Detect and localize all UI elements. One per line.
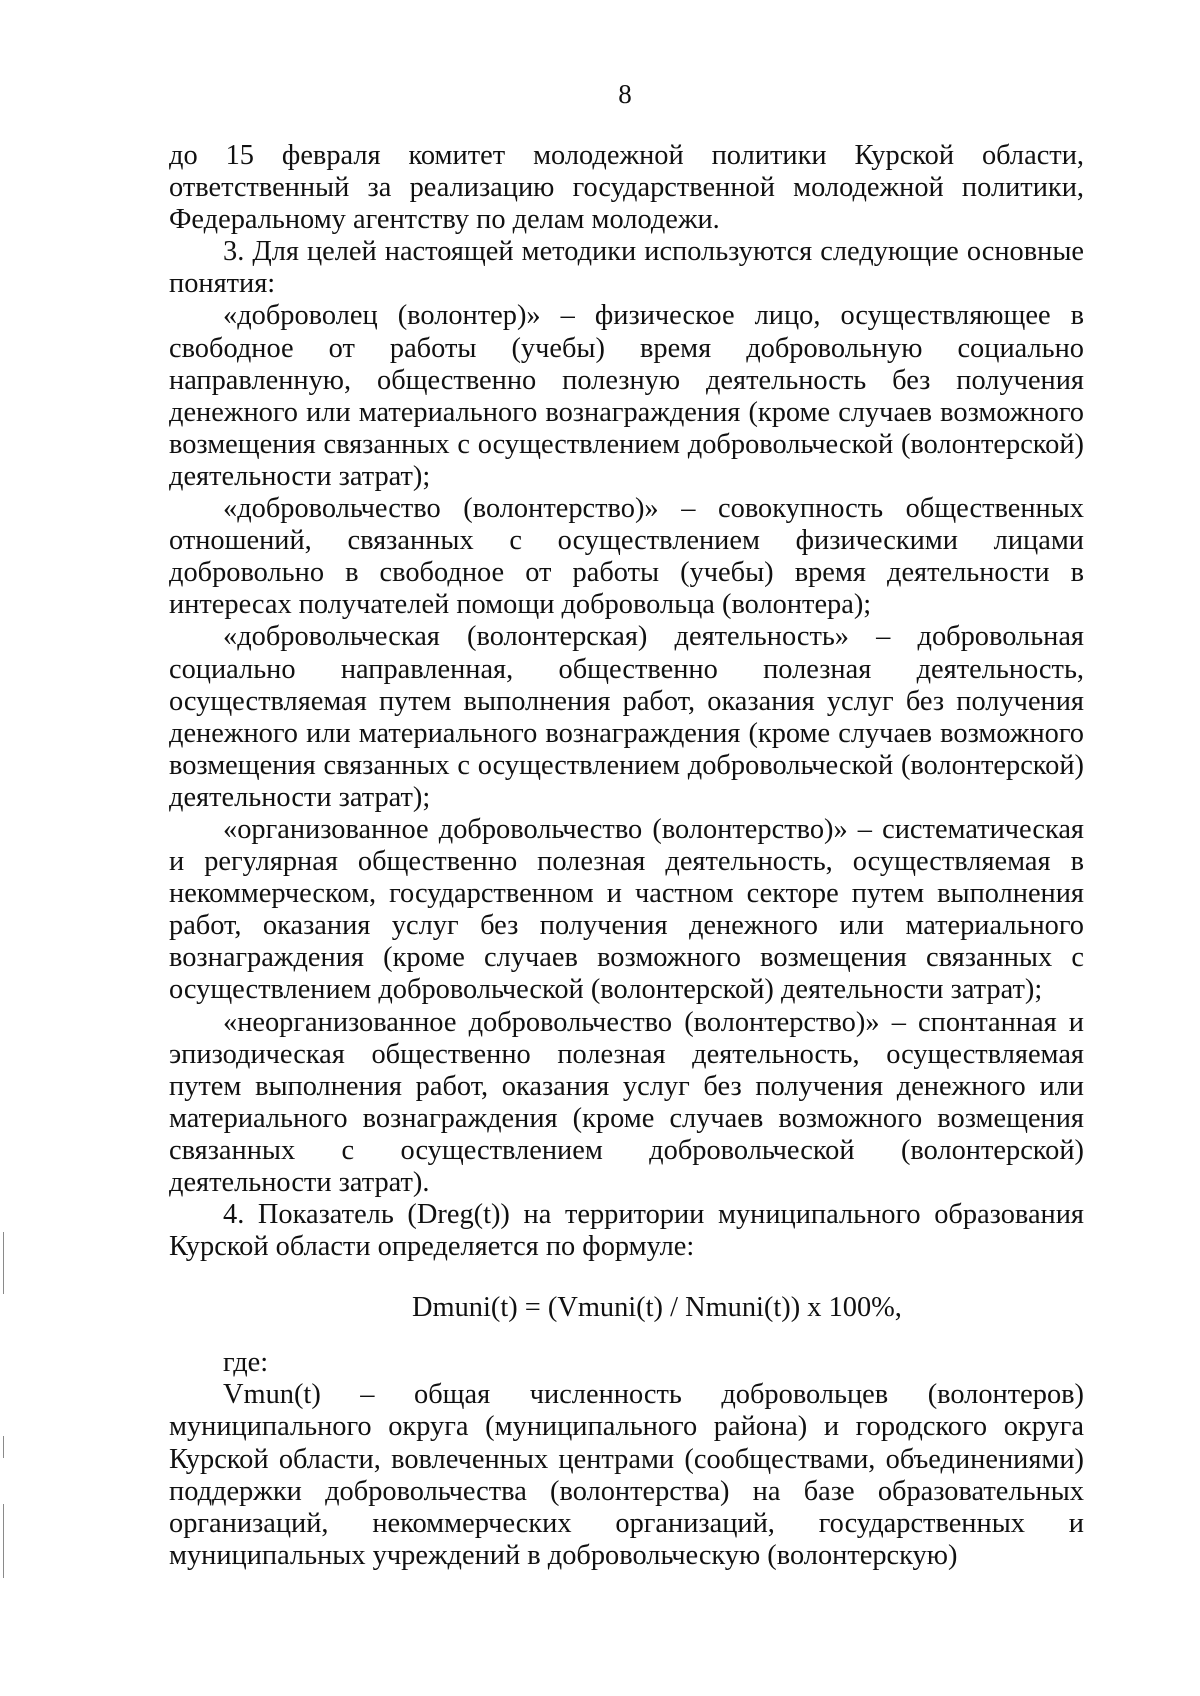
document-body (169, 140, 1084, 1572)
paragraph-item-3: 3. Для целей настоящей методики используются следующие основные понятия: (169, 236, 1084, 300)
definition-volunteering: «добровольчество (волонтерство)» – совокупность общественных отношений, связанных с осуществлением физическими лицами добровольно в свободное от работы (учебы) время деятельности в интересах получателей помощи добровольца (волонтера); (169, 493, 1084, 621)
definition-volunteer: «доброволец (волонтер)» – физическое лицо, осуществляющее в свободное от работы (учебы) время добровольную социально направленную, общественно полезную деятельность без получения денежного или материального вознаграждения (кроме случаев возможного возмещения связанных с осуществлением добровольческой (волонтерской) деятельности затрат); (169, 300, 1084, 492)
scan-edge-mark (3, 1232, 4, 1294)
formula: Dmuni(t) = (Vmuni(t) / Nmuni(t)) x 100%, (412, 1292, 902, 1324)
where-label: где: (223, 1347, 269, 1379)
variable-definition: Vmun(t) – общая численность добровольцев (волонтеров) муниципального округа (муниципального района) и городского округа Курской области, вовлеченных центрами (сообществами, объединениями) поддержки добровольчества (волонтерства) на базе образовательных организаций, некоммерческих организаций, государственных и муниципальных учреждений в добровольческую (волонтерскую) (169, 1379, 1084, 1571)
scan-edge-mark (3, 1436, 4, 1458)
definition-organized-volunteering: «организованное добровольчество (волонтерство)» – систематическая и регулярная общественно полезная деятельность, осуществляемая в некоммерческом, государственном и частном секторе путем выполнения работ, оказания услуг без получения денежного или материального вознаграждения (кроме случаев возможного возмещения связанных с осуществлением добровольческой (волонтерской) деятельности затрат); (169, 813, 1084, 1006)
page-number: 8 (618, 79, 632, 109)
scan-edge-mark (3, 1504, 4, 1578)
definition-volunteer-activity: «добровольческая (волонтерская) деятельность» – добровольная социально направленная, общественно полезная деятельность, осуществляемая путем выполнения работ, оказания услуг без получения денежного или материального вознаграждения (кроме случаев возможного возмещения связанных с осуществлением добровольческой (волонтерской) деятельности затрат); (169, 621, 1084, 813)
definition-unorganized-volunteering: «неорганизованное добровольчество (волонтерство)» – спонтанная и эпизодическая общественно полезная деятельность, осуществляемая путем выполнения работ, оказания услуг без получения денежного или материального вознаграждения (кроме случаев возможного возмещения связанных с осуществлением добровольческой (волонтерской) деятельности затрат). (169, 1006, 1084, 1198)
paragraph-item-4: 4. Показатель (Dreg(t)) на территории муниципального образования Курской области определяется по формуле: (169, 1199, 1084, 1263)
paragraph-continuation: до 15 февраля комитет молодежной политики Курской области, ответственный за реализацию государственной молодежной политики, Федеральному агентству по делам молодежи. (169, 140, 1084, 236)
